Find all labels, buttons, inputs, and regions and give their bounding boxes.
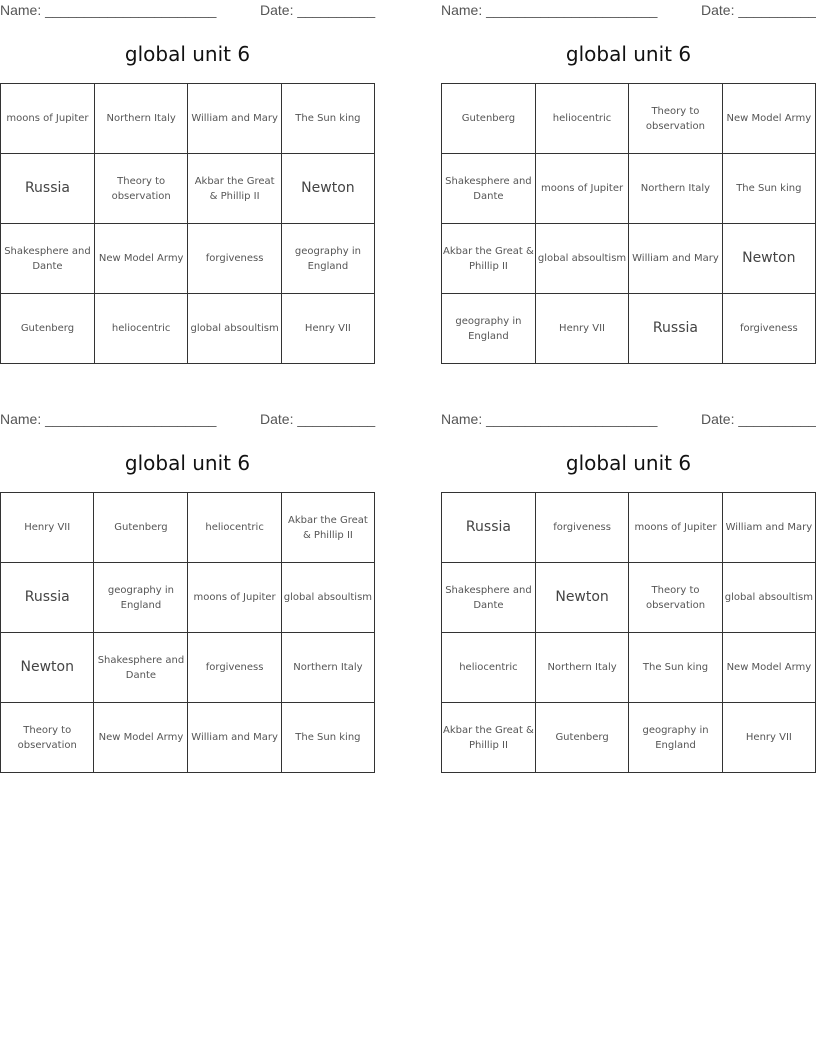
grid-row — [442, 154, 816, 224]
bingo-cell: global absoultism — [722, 563, 815, 633]
bingo-cell: geography in England — [94, 563, 188, 633]
name-line: Name: ______________________ — [441, 411, 658, 427]
name-date-row — [0, 0, 375, 20]
bingo-cell: heliocentric — [94, 294, 188, 364]
date-line: Date: __________ — [701, 2, 816, 18]
bingo-card-3 — [0, 409, 375, 774]
bingo-cell: Shakesphere and Dante — [94, 633, 188, 703]
bingo-cell: Gutenberg — [442, 84, 536, 154]
name-line: Name: ______________________ — [0, 2, 217, 18]
bingo-cell: Henry VII — [722, 703, 815, 773]
bingo-cell: William and Mary — [722, 493, 815, 563]
bingo-cell: Newton — [281, 154, 374, 224]
grid-row — [442, 294, 816, 364]
bingo-grid — [0, 492, 375, 773]
bingo-cell: heliocentric — [442, 633, 536, 703]
bingo-grid — [441, 492, 816, 773]
bingo-cell: Shakesphere and Dante — [442, 563, 536, 633]
bingo-cell: forgiveness — [188, 633, 281, 703]
name-date-row — [0, 409, 375, 429]
bingo-cell: Theory to observation — [94, 154, 188, 224]
grid-row — [1, 84, 375, 154]
grid-row — [442, 563, 816, 633]
name-line: Name: ______________________ — [0, 411, 217, 427]
bingo-card-2 — [441, 0, 816, 365]
bingo-cell: William and Mary — [188, 84, 281, 154]
card-title: global unit 6 — [565, 42, 692, 66]
grid-row — [1, 294, 375, 364]
bingo-cell: Newton — [1, 633, 94, 703]
card-title: global unit 6 — [124, 42, 251, 66]
bingo-cell: Shakesphere and Dante — [442, 154, 536, 224]
bingo-cell: forgiveness — [535, 493, 628, 563]
bingo-cell: Northern Italy — [535, 633, 628, 703]
bingo-cell: Akbar the Great & Phillip II — [442, 703, 536, 773]
bingo-cell: Theory to observation — [629, 84, 722, 154]
bingo-cell: global absoultism — [281, 563, 374, 633]
bingo-cell: Newton — [722, 224, 815, 294]
card-title: global unit 6 — [124, 451, 251, 475]
bingo-cell: New Model Army — [94, 703, 188, 773]
grid-row — [1, 563, 375, 633]
grid-row — [1, 703, 375, 773]
bingo-cell: geography in England — [442, 294, 536, 364]
bingo-cell: Theory to observation — [629, 563, 723, 633]
grid-row — [442, 493, 816, 563]
bingo-cell: Theory to observation — [1, 703, 94, 773]
name-date-row — [441, 409, 816, 429]
bingo-cell: New Model Army — [722, 84, 815, 154]
bingo-cell: global absoultism — [535, 224, 628, 294]
grid-row — [1, 493, 375, 563]
bingo-cell: Russia — [629, 294, 722, 364]
date-line: Date: __________ — [701, 411, 816, 427]
bingo-cell: Henry VII — [535, 294, 628, 364]
bingo-cell: forgiveness — [722, 294, 815, 364]
bingo-cell: New Model Army — [722, 633, 815, 703]
bingo-cell: global absoultism — [188, 294, 281, 364]
date-line: Date: __________ — [260, 2, 376, 18]
bingo-cell: Russia — [442, 493, 536, 563]
grid-row — [442, 633, 816, 703]
bingo-cell: Gutenberg — [1, 294, 95, 364]
bingo-cell: Henry VII — [281, 294, 374, 364]
bingo-cell: Gutenberg — [535, 703, 628, 773]
grid-row — [1, 154, 375, 224]
bingo-cell: Russia — [1, 563, 94, 633]
bingo-cell: moons of Jupiter — [1, 84, 95, 154]
bingo-cell: William and Mary — [188, 703, 281, 773]
bingo-cell: New Model Army — [94, 224, 188, 294]
bingo-grid — [441, 83, 816, 364]
bingo-cell: The Sun king — [281, 84, 374, 154]
grid-row — [442, 703, 816, 773]
bingo-cell: Shakesphere and Dante — [1, 224, 95, 294]
bingo-cell: Russia — [1, 154, 95, 224]
bingo-card-4 — [441, 409, 816, 774]
bingo-cell: The Sun king — [281, 703, 374, 773]
grid-row — [442, 224, 816, 294]
grid-row — [1, 633, 375, 703]
grid-row — [442, 84, 816, 154]
bingo-cell: heliocentric — [535, 84, 628, 154]
bingo-cell: moons of Jupiter — [188, 563, 281, 633]
bingo-cell: Newton — [535, 563, 628, 633]
date-line: Date: __________ — [260, 411, 376, 427]
bingo-cell: The Sun king — [629, 633, 723, 703]
bingo-cell: William and Mary — [629, 224, 722, 294]
bingo-card-1 — [0, 0, 375, 365]
bingo-cell: moons of Jupiter — [629, 493, 723, 563]
card-title: global unit 6 — [565, 451, 692, 475]
grid-row — [1, 224, 375, 294]
bingo-cell: Akbar the Great & Phillip II — [281, 493, 374, 563]
bingo-cell: The Sun king — [722, 154, 815, 224]
bingo-cell: moons of Jupiter — [535, 154, 628, 224]
bingo-cell: Henry VII — [1, 493, 94, 563]
bingo-cell: Northern Italy — [94, 84, 188, 154]
bingo-cell: geography in England — [629, 703, 723, 773]
bingo-cell: forgiveness — [188, 224, 281, 294]
name-line: Name: ______________________ — [441, 2, 658, 18]
bingo-cell: Akbar the Great & Phillip II — [442, 224, 536, 294]
bingo-grid — [0, 83, 375, 364]
bingo-cell: Akbar the Great & Phillip II — [188, 154, 281, 224]
bingo-cell: Northern Italy — [281, 633, 374, 703]
bingo-cell: Northern Italy — [629, 154, 722, 224]
bingo-cell: heliocentric — [188, 493, 281, 563]
name-date-row — [441, 0, 816, 20]
bingo-cell: Gutenberg — [94, 493, 188, 563]
bingo-cell: geography in England — [281, 224, 374, 294]
